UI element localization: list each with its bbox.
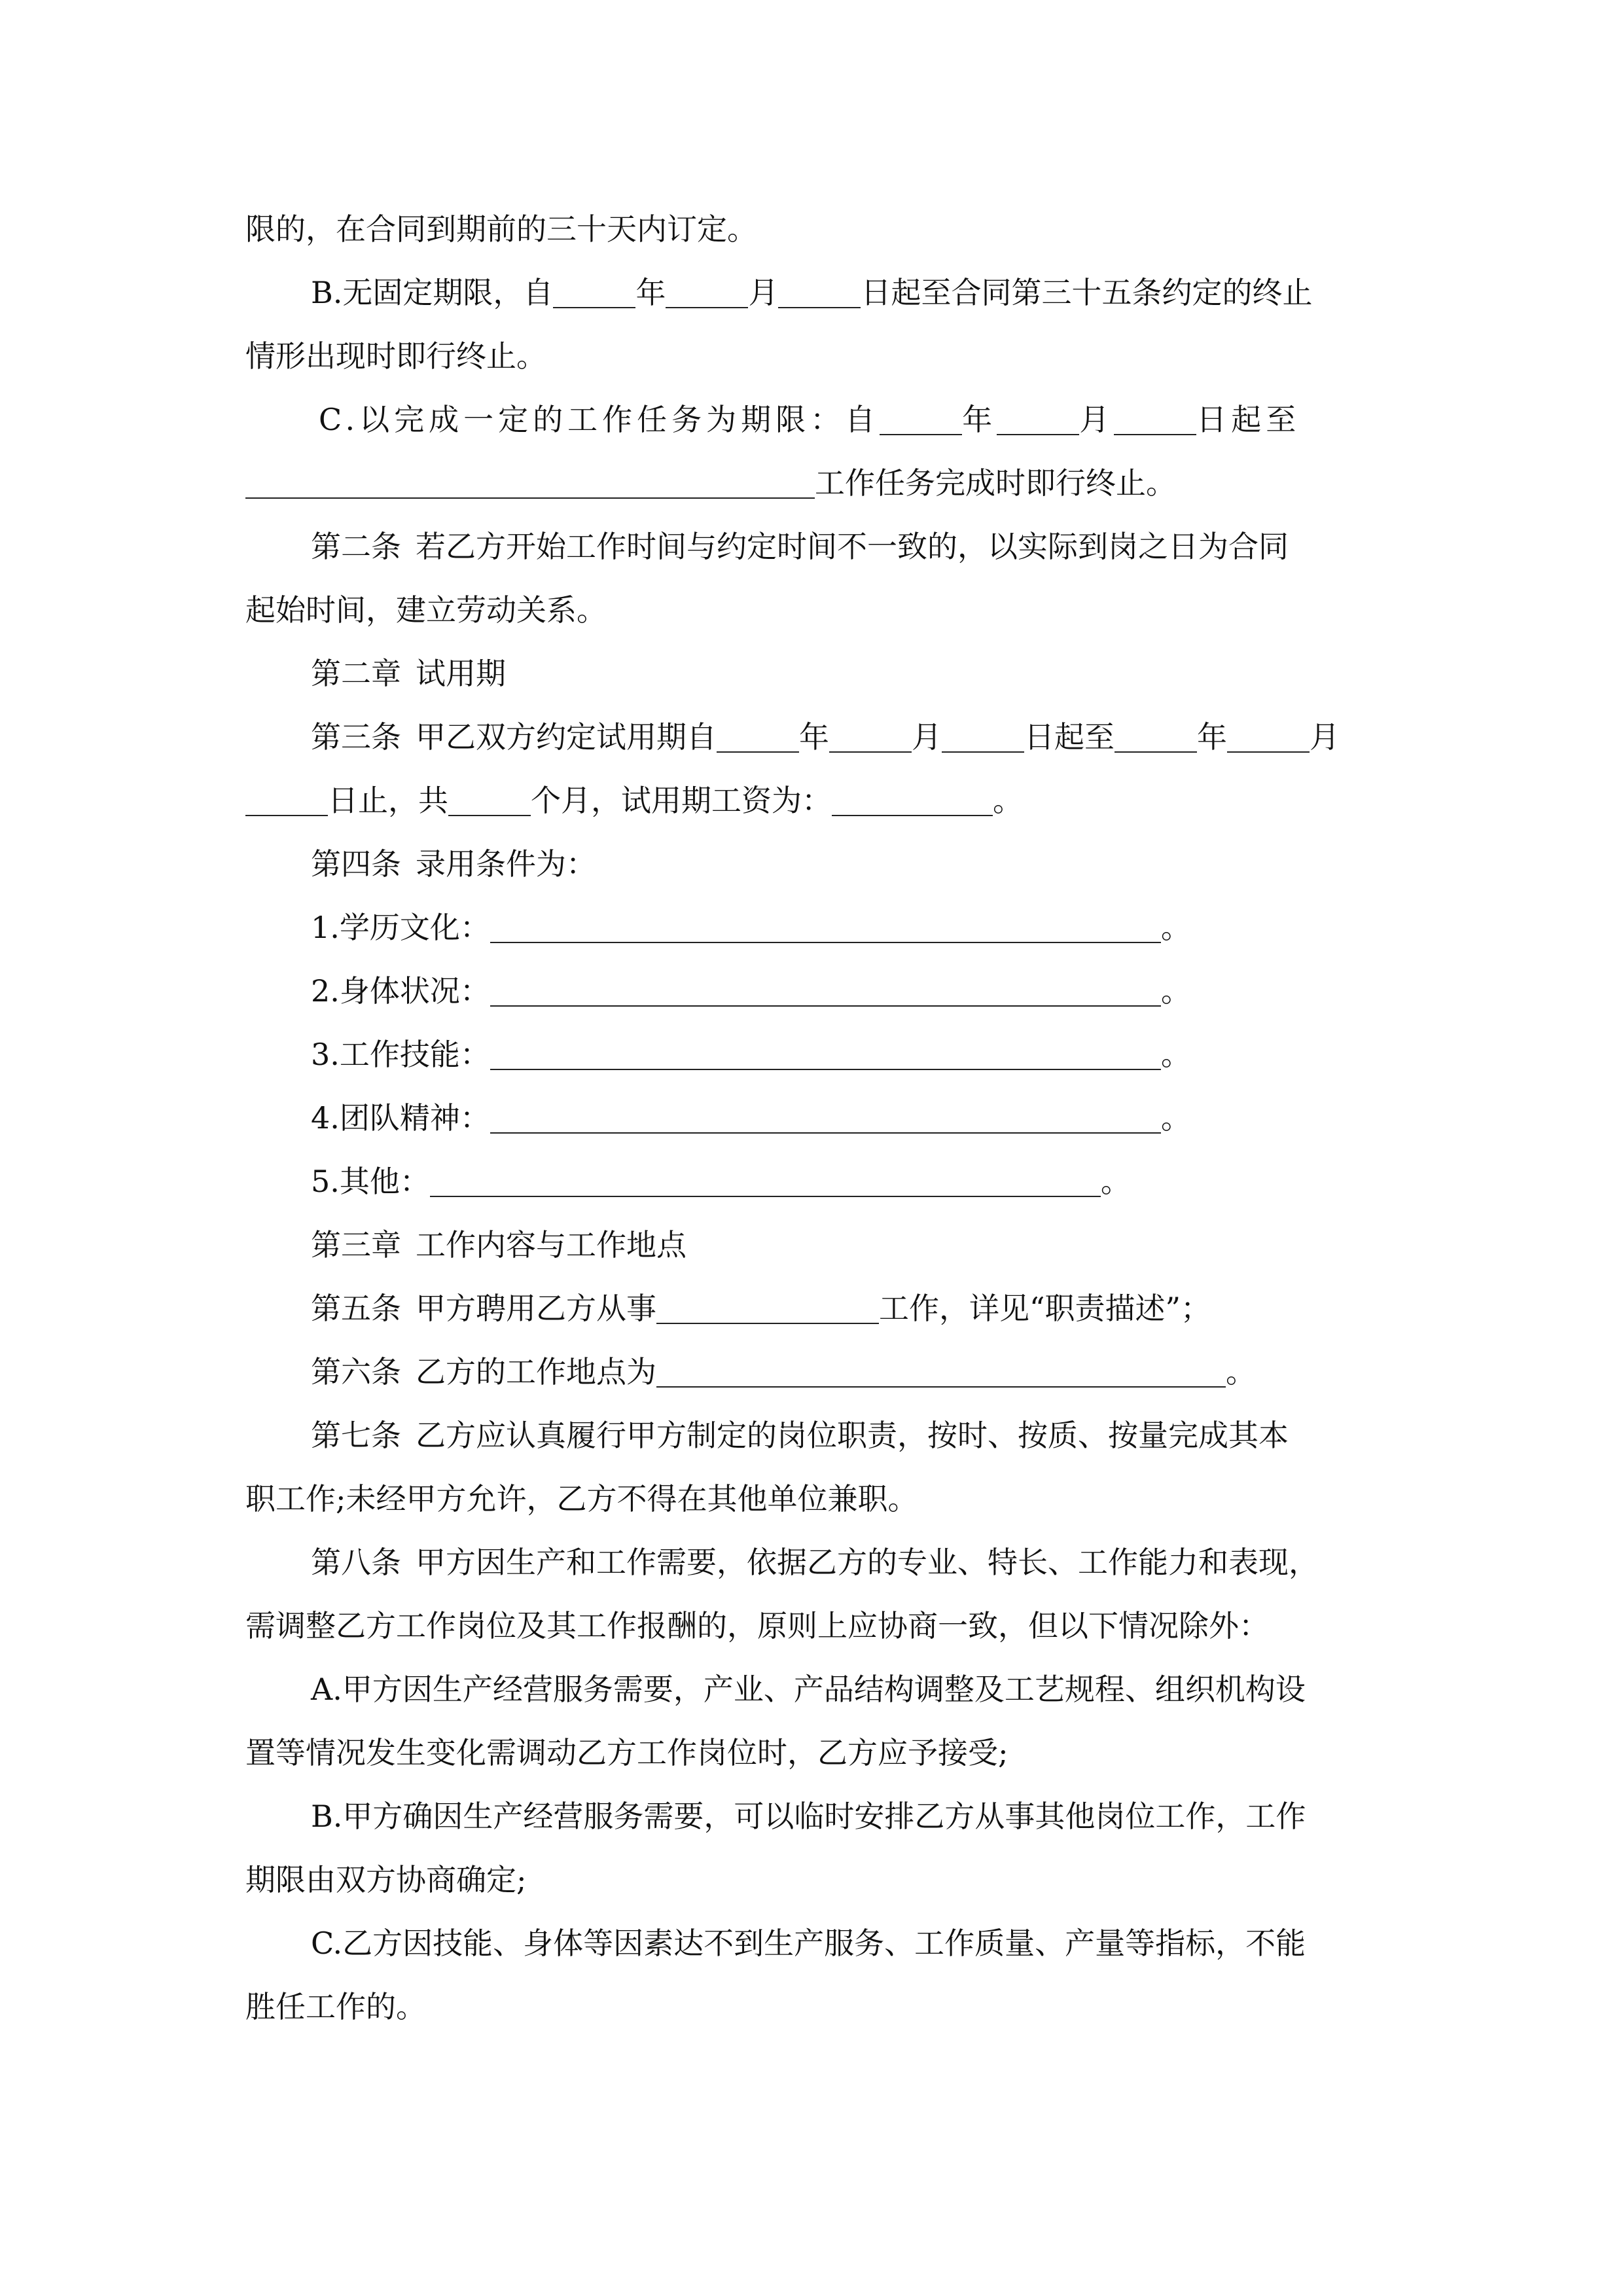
article-label: 第三条: [311, 719, 401, 755]
day-blank[interactable]: [942, 721, 1024, 753]
article-4-line: [245, 833, 1378, 896]
article-3-line: [245, 706, 1378, 769]
paragraph-line: [245, 1467, 1378, 1531]
text-span: 需调整乙方工作岗位及其工作报酬的，原则上应协商一致，但以下情况除外：: [245, 1608, 1269, 1643]
text-span: 工作任务完成时即行终止。: [815, 465, 1176, 501]
article-label: 第五条: [311, 1291, 401, 1326]
text-span: 月: [912, 719, 942, 755]
paragraph-line: [245, 198, 1378, 261]
text-span: 月: [1310, 719, 1340, 755]
text-span: 。: [1100, 1164, 1131, 1199]
article-7-line: [245, 1404, 1378, 1467]
text-span: 若乙方开始工作时间与约定时间不一致的，以实际到岗之日为合同: [416, 529, 1289, 564]
text-span: 职工作;未经甲方允许，乙方不得在其他单位兼职。: [245, 1481, 918, 1516]
text-span: 日起至合同第三十五条约定的终止: [861, 275, 1313, 310]
month-blank[interactable]: [666, 277, 748, 308]
text-span: 月: [748, 275, 779, 310]
condition-skills-line: [245, 1023, 1378, 1086]
text-span: 。: [1160, 1100, 1191, 1136]
text-span: 日起至: [1196, 402, 1301, 437]
text-span: 置等情况发生变化需调动乙方工作岗位时，乙方应予接受;: [245, 1735, 1008, 1770]
exception-a-line: [245, 1658, 1378, 1721]
paragraph-line: [245, 325, 1378, 388]
month-blank[interactable]: [829, 721, 912, 753]
term-option-b-line: [245, 261, 1378, 325]
text-span: 个月，试用期工资为：: [531, 783, 832, 818]
text-span: 甲方聘用乙方从事: [416, 1291, 656, 1326]
chapter-3-heading: [245, 1213, 1378, 1277]
text-span: 。: [993, 783, 1023, 818]
skills-blank[interactable]: [490, 1039, 1161, 1070]
condition-other-line: [245, 1150, 1378, 1213]
text-span: 工作，详见“职责描述”；: [879, 1291, 1211, 1326]
text-span: 。: [1160, 973, 1191, 1009]
condition-label: 3.工作技能：: [311, 1037, 490, 1072]
paragraph-line: [245, 1975, 1378, 2039]
chapter-2-heading: [245, 642, 1378, 706]
task-blank[interactable]: [245, 467, 815, 499]
paragraph-line: [245, 769, 1378, 833]
exception-c-line: [245, 1912, 1378, 1975]
condition-label: 1.学历文化：: [311, 910, 490, 945]
day-blank[interactable]: [1114, 404, 1196, 435]
day-blank[interactable]: [245, 785, 328, 816]
other-blank[interactable]: [430, 1166, 1101, 1197]
job-blank[interactable]: [656, 1293, 879, 1324]
text-span: 月: [1079, 402, 1115, 437]
text-span: 。: [1160, 1037, 1191, 1072]
condition-label: 5.其他：: [311, 1164, 430, 1199]
paragraph-line: [245, 1848, 1378, 1912]
text-span: 甲乙双方约定试用期自: [416, 719, 717, 755]
article-6-line: [245, 1340, 1378, 1404]
education-blank[interactable]: [490, 912, 1161, 943]
paragraph-line: [245, 1594, 1378, 1658]
probation-wage-blank[interactable]: [832, 785, 993, 816]
chapter-label: 第三章: [311, 1227, 401, 1263]
text-span: 日起至: [1024, 719, 1115, 755]
text-span: 期限由双方协商确定;: [245, 1862, 527, 1897]
text-span: 甲方因生产和工作需要，依据乙方的专业、特长、工作能力和表现，: [416, 1545, 1319, 1580]
month-blank[interactable]: [1227, 721, 1310, 753]
text-span: 日止，共: [328, 783, 448, 818]
year-blank[interactable]: [1115, 721, 1197, 753]
condition-label: 2.身体状况：: [311, 973, 490, 1009]
paragraph-line: [245, 452, 1378, 515]
text-span: C.以完成一定的工作任务为期限：自: [319, 402, 880, 437]
condition-teamwork-line: [245, 1086, 1378, 1150]
article-5-line: [245, 1277, 1378, 1340]
article-8-line: [245, 1531, 1378, 1594]
day-blank[interactable]: [778, 277, 861, 308]
text-span: 情形出现时即行终止。: [245, 338, 546, 374]
year-blank[interactable]: [880, 404, 962, 435]
text-span: 乙方应认真履行甲方制定的岗位职责，按时、按质、按量完成其本: [416, 1418, 1289, 1453]
text-span: B.无固定期限，自: [311, 275, 554, 310]
text-span: 录用条件为：: [416, 846, 596, 882]
text-span: B.甲方确因生产经营服务需要，可以临时安排乙方从事其他岗位工作，工作: [311, 1799, 1306, 1834]
text-span: 年: [962, 402, 997, 437]
text-span: 乙方的工作地点为: [416, 1354, 656, 1390]
chapter-title: 工作内容与工作地点: [416, 1227, 687, 1263]
article-label: 第七条: [311, 1418, 401, 1453]
exception-b-line: [245, 1785, 1378, 1848]
article-label: 第八条: [311, 1545, 401, 1580]
text-span: A.甲方因生产经营服务需要，产业、产品结构调整及工艺规程、组织机构设: [311, 1672, 1306, 1707]
text-span: C.乙方因技能、身体等因素达不到生产服务、工作质量、产量等指标，不能: [311, 1926, 1306, 1961]
month-blank[interactable]: [997, 404, 1079, 435]
condition-label: 4.团队精神：: [311, 1100, 490, 1136]
chapter-title: 试用期: [416, 656, 506, 691]
text-span: 限的，在合同到期前的三十天内订定。: [245, 211, 757, 247]
condition-education-line: [245, 896, 1378, 960]
chapter-label: 第二章: [311, 656, 401, 691]
term-option-c-line: [245, 388, 1378, 452]
text-span: 。: [1226, 1354, 1256, 1390]
teamwork-blank[interactable]: [490, 1102, 1161, 1134]
year-blank[interactable]: [717, 721, 799, 753]
year-blank[interactable]: [553, 277, 635, 308]
text-span: 起始时间，建立劳动关系。: [245, 592, 607, 628]
article-label: 第四条: [311, 846, 401, 882]
paragraph-line: [245, 579, 1378, 642]
text-span: 胜任工作的。: [245, 1989, 426, 2024]
article-2-line: [245, 515, 1378, 579]
months-count-blank[interactable]: [448, 785, 531, 816]
text-span: 年: [1197, 719, 1227, 755]
workplace-blank[interactable]: [656, 1356, 1226, 1388]
article-label: 第二条: [311, 529, 401, 564]
text-span: 。: [1160, 910, 1191, 945]
paragraph-line: [245, 1721, 1378, 1785]
text-span: 年: [635, 275, 666, 310]
condition-health-line: [245, 960, 1378, 1023]
text-span: 年: [799, 719, 829, 755]
health-blank[interactable]: [490, 975, 1161, 1007]
contract-body: [245, 198, 1378, 2039]
article-label: 第六条: [311, 1354, 401, 1390]
